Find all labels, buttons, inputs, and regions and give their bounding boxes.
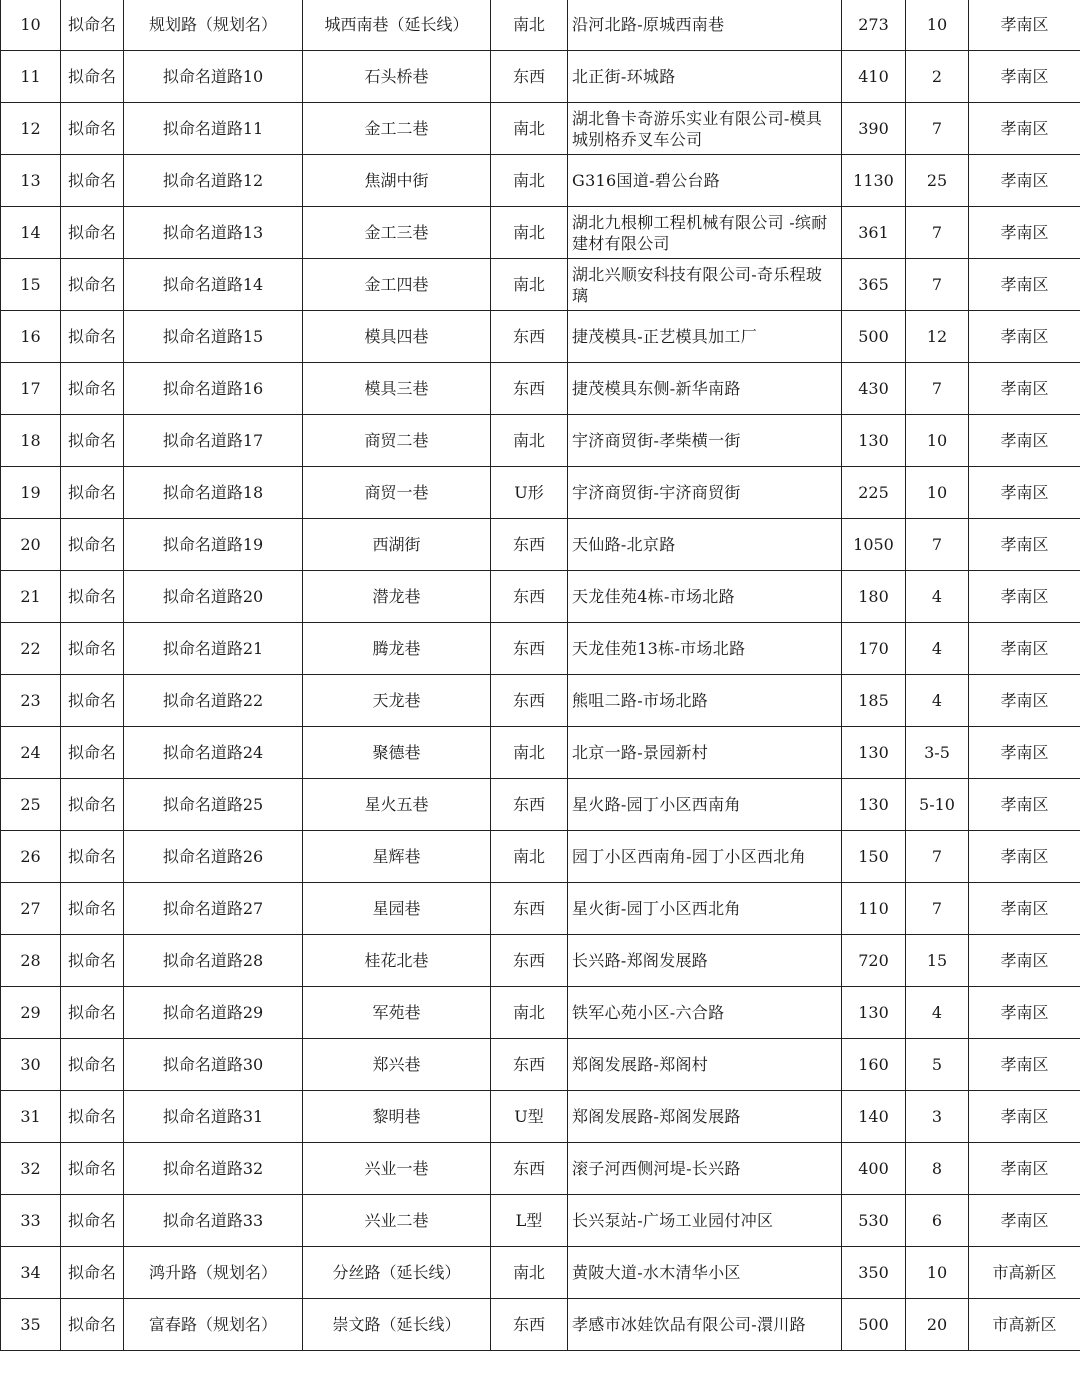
cell-original-name: 拟命名道路32 [124, 1143, 303, 1195]
cell-direction: 东西 [491, 1039, 568, 1091]
cell-length: 400 [842, 1143, 906, 1195]
cell-length: 720 [842, 935, 906, 987]
cell-original-name: 拟命名道路15 [124, 311, 303, 363]
cell-start-end-points: 长兴路-郑阁发展路 [568, 935, 842, 987]
cell-width: 25 [906, 155, 969, 207]
cell-proposed-name: 西湖街 [303, 519, 491, 571]
cell-district: 孝南区 [969, 571, 1080, 623]
table-row [1, 571, 1080, 623]
cell-naming-type: 拟命名 [61, 883, 124, 935]
table-row [1, 883, 1080, 935]
cell-start-end-points: 熊咀二路-市场北路 [568, 675, 842, 727]
cell-length: 500 [842, 311, 906, 363]
cell-width: 7 [906, 363, 969, 415]
cell-proposed-name: 商贸二巷 [303, 415, 491, 467]
cell-width: 4 [906, 571, 969, 623]
cell-original-name: 拟命名道路24 [124, 727, 303, 779]
cell-length: 130 [842, 779, 906, 831]
cell-district: 孝南区 [969, 415, 1080, 467]
cell-row-number: 35 [1, 1299, 61, 1351]
cell-width: 7 [906, 259, 969, 311]
cell-start-end-points: 北正街-环城路 [568, 51, 842, 103]
cell-naming-type: 拟命名 [61, 1039, 124, 1091]
cell-direction: 东西 [491, 779, 568, 831]
cell-length: 1050 [842, 519, 906, 571]
cell-naming-type: 拟命名 [61, 1299, 124, 1351]
cell-width: 10 [906, 1247, 969, 1299]
cell-row-number: 16 [1, 311, 61, 363]
cell-direction: 东西 [491, 623, 568, 675]
cell-length: 365 [842, 259, 906, 311]
cell-start-end-points: 郑阁发展路-郑阁村 [568, 1039, 842, 1091]
cell-district: 孝南区 [969, 883, 1080, 935]
cell-original-name: 拟命名道路20 [124, 571, 303, 623]
cell-naming-type: 拟命名 [61, 935, 124, 987]
cell-district: 孝南区 [969, 259, 1080, 311]
cell-start-end-points: 湖北兴顺安科技有限公司-奇乐程玻璃 [568, 259, 842, 311]
table-row [1, 259, 1080, 311]
cell-naming-type: 拟命名 [61, 1143, 124, 1195]
cell-row-number: 11 [1, 51, 61, 103]
cell-start-end-points: 星火街-园丁小区西北角 [568, 883, 842, 935]
cell-length: 130 [842, 987, 906, 1039]
cell-width: 5 [906, 1039, 969, 1091]
cell-row-number: 24 [1, 727, 61, 779]
table-row [1, 675, 1080, 727]
cell-naming-type: 拟命名 [61, 727, 124, 779]
cell-length: 1130 [842, 155, 906, 207]
cell-row-number: 10 [1, 0, 61, 51]
cell-naming-type: 拟命名 [61, 311, 124, 363]
cell-original-name: 拟命名道路12 [124, 155, 303, 207]
cell-row-number: 13 [1, 155, 61, 207]
cell-proposed-name: 模具四巷 [303, 311, 491, 363]
cell-naming-type: 拟命名 [61, 623, 124, 675]
cell-length: 130 [842, 415, 906, 467]
table-row [1, 103, 1080, 155]
table-row [1, 155, 1080, 207]
cell-row-number: 17 [1, 363, 61, 415]
cell-proposed-name: 潜龙巷 [303, 571, 491, 623]
cell-naming-type: 拟命名 [61, 675, 124, 727]
cell-direction: 东西 [491, 1299, 568, 1351]
cell-width: 3-5 [906, 727, 969, 779]
table-row [1, 467, 1080, 519]
cell-start-end-points: 宇济商贸街-宇济商贸街 [568, 467, 842, 519]
cell-direction: 南北 [491, 831, 568, 883]
cell-district: 孝南区 [969, 1091, 1080, 1143]
cell-start-end-points: 捷茂模具-正艺模具加工厂 [568, 311, 842, 363]
cell-naming-type: 拟命名 [61, 519, 124, 571]
cell-width: 10 [906, 467, 969, 519]
cell-original-name: 拟命名道路14 [124, 259, 303, 311]
cell-length: 273 [842, 0, 906, 51]
cell-length: 150 [842, 831, 906, 883]
cell-district: 孝南区 [969, 207, 1080, 259]
cell-district: 孝南区 [969, 155, 1080, 207]
cell-district: 孝南区 [969, 987, 1080, 1039]
cell-row-number: 27 [1, 883, 61, 935]
cell-length: 160 [842, 1039, 906, 1091]
cell-row-number: 21 [1, 571, 61, 623]
cell-width: 4 [906, 987, 969, 1039]
cell-row-number: 32 [1, 1143, 61, 1195]
table-row [1, 1143, 1080, 1195]
cell-district: 孝南区 [969, 727, 1080, 779]
cell-original-name: 富春路（规划名） [124, 1299, 303, 1351]
cell-length: 350 [842, 1247, 906, 1299]
cell-direction: 东西 [491, 935, 568, 987]
cell-start-end-points: 沿河北路-原城西南巷 [568, 0, 842, 51]
cell-original-name: 拟命名道路13 [124, 207, 303, 259]
cell-direction: 南北 [491, 987, 568, 1039]
cell-start-end-points: 宇济商贸街-孝柴横一街 [568, 415, 842, 467]
cell-proposed-name: 郑兴巷 [303, 1039, 491, 1091]
cell-row-number: 19 [1, 467, 61, 519]
cell-start-end-points: 长兴泵站-广场工业园付冲区 [568, 1195, 842, 1247]
cell-district: 孝南区 [969, 103, 1080, 155]
cell-row-number: 31 [1, 1091, 61, 1143]
cell-direction: 东西 [491, 363, 568, 415]
cell-naming-type: 拟命名 [61, 1247, 124, 1299]
cell-width: 15 [906, 935, 969, 987]
cell-direction: 南北 [491, 259, 568, 311]
cell-start-end-points: 孝感市冰娃饮品有限公司-澴川路 [568, 1299, 842, 1351]
cell-proposed-name: 金工四巷 [303, 259, 491, 311]
cell-district: 孝南区 [969, 519, 1080, 571]
cell-direction: U形 [491, 467, 568, 519]
cell-proposed-name: 模具三巷 [303, 363, 491, 415]
cell-original-name: 拟命名道路11 [124, 103, 303, 155]
cell-length: 430 [842, 363, 906, 415]
cell-row-number: 28 [1, 935, 61, 987]
cell-row-number: 29 [1, 987, 61, 1039]
cell-naming-type: 拟命名 [61, 779, 124, 831]
cell-direction: L型 [491, 1195, 568, 1247]
cell-district: 孝南区 [969, 831, 1080, 883]
cell-proposed-name: 城西南巷（延长线） [303, 0, 491, 51]
cell-original-name: 拟命名道路28 [124, 935, 303, 987]
cell-row-number: 22 [1, 623, 61, 675]
cell-proposed-name: 腾龙巷 [303, 623, 491, 675]
table-body [1, 0, 1080, 1351]
cell-naming-type: 拟命名 [61, 467, 124, 519]
cell-district: 孝南区 [969, 467, 1080, 519]
cell-original-name: 拟命名道路27 [124, 883, 303, 935]
cell-row-number: 25 [1, 779, 61, 831]
cell-district: 孝南区 [969, 935, 1080, 987]
cell-width: 12 [906, 311, 969, 363]
cell-proposed-name: 桂花北巷 [303, 935, 491, 987]
cell-width: 20 [906, 1299, 969, 1351]
cell-direction: 南北 [491, 207, 568, 259]
cell-start-end-points: 星火路-园丁小区西南角 [568, 779, 842, 831]
cell-width: 4 [906, 623, 969, 675]
cell-row-number: 14 [1, 207, 61, 259]
cell-direction: U型 [491, 1091, 568, 1143]
cell-district: 市高新区 [969, 1247, 1080, 1299]
cell-district: 孝南区 [969, 779, 1080, 831]
cell-start-end-points: 天龙佳苑13栋-市场北路 [568, 623, 842, 675]
cell-width: 7 [906, 883, 969, 935]
table-row [1, 1039, 1080, 1091]
cell-start-end-points: 天龙佳苑4栋-市场北路 [568, 571, 842, 623]
table-row [1, 987, 1080, 1039]
cell-original-name: 拟命名道路30 [124, 1039, 303, 1091]
table-row [1, 779, 1080, 831]
cell-direction: 东西 [491, 1143, 568, 1195]
cell-original-name: 拟命名道路19 [124, 519, 303, 571]
table-row [1, 727, 1080, 779]
cell-proposed-name: 星园巷 [303, 883, 491, 935]
cell-proposed-name: 石头桥巷 [303, 51, 491, 103]
cell-width: 10 [906, 415, 969, 467]
cell-naming-type: 拟命名 [61, 831, 124, 883]
cell-proposed-name: 黎明巷 [303, 1091, 491, 1143]
cell-row-number: 12 [1, 103, 61, 155]
cell-original-name: 鸿升路（规划名） [124, 1247, 303, 1299]
cell-naming-type: 拟命名 [61, 103, 124, 155]
table-row [1, 311, 1080, 363]
cell-district: 孝南区 [969, 1143, 1080, 1195]
cell-length: 140 [842, 1091, 906, 1143]
cell-naming-type: 拟命名 [61, 1091, 124, 1143]
cell-original-name: 拟命名道路26 [124, 831, 303, 883]
table-row [1, 1247, 1080, 1299]
cell-width: 6 [906, 1195, 969, 1247]
cell-district: 孝南区 [969, 311, 1080, 363]
cell-district: 孝南区 [969, 675, 1080, 727]
cell-row-number: 18 [1, 415, 61, 467]
cell-district: 孝南区 [969, 363, 1080, 415]
cell-direction: 南北 [491, 727, 568, 779]
cell-length: 185 [842, 675, 906, 727]
cell-start-end-points: 天仙路-北京路 [568, 519, 842, 571]
cell-direction: 东西 [491, 883, 568, 935]
cell-start-end-points: 铁军心苑小区-六合路 [568, 987, 842, 1039]
cell-length: 130 [842, 727, 906, 779]
cell-district: 孝南区 [969, 623, 1080, 675]
cell-original-name: 拟命名道路25 [124, 779, 303, 831]
cell-width: 2 [906, 51, 969, 103]
cell-proposed-name: 商贸一巷 [303, 467, 491, 519]
cell-length: 361 [842, 207, 906, 259]
cell-district: 孝南区 [969, 1039, 1080, 1091]
cell-original-name: 拟命名道路33 [124, 1195, 303, 1247]
cell-row-number: 33 [1, 1195, 61, 1247]
cell-naming-type: 拟命名 [61, 0, 124, 51]
table-row [1, 1091, 1080, 1143]
cell-row-number: 26 [1, 831, 61, 883]
cell-length: 390 [842, 103, 906, 155]
cell-naming-type: 拟命名 [61, 1195, 124, 1247]
cell-start-end-points: 捷茂模具东侧-新华南路 [568, 363, 842, 415]
cell-width: 7 [906, 207, 969, 259]
cell-proposed-name: 金工三巷 [303, 207, 491, 259]
cell-proposed-name: 聚德巷 [303, 727, 491, 779]
cell-direction: 东西 [491, 675, 568, 727]
cell-width: 10 [906, 0, 969, 51]
cell-width: 7 [906, 103, 969, 155]
cell-district: 市高新区 [969, 1299, 1080, 1351]
cell-direction: 南北 [491, 103, 568, 155]
cell-original-name: 拟命名道路29 [124, 987, 303, 1039]
table-row [1, 415, 1080, 467]
cell-length: 110 [842, 883, 906, 935]
cell-row-number: 30 [1, 1039, 61, 1091]
cell-row-number: 23 [1, 675, 61, 727]
cell-proposed-name: 崇文路（延长线） [303, 1299, 491, 1351]
cell-proposed-name: 兴业二巷 [303, 1195, 491, 1247]
cell-naming-type: 拟命名 [61, 259, 124, 311]
table-row [1, 1299, 1080, 1351]
cell-proposed-name: 星辉巷 [303, 831, 491, 883]
cell-start-end-points: 湖北鲁卡奇游乐实业有限公司-模具城别格乔叉车公司 [568, 103, 842, 155]
cell-original-name: 拟命名道路16 [124, 363, 303, 415]
cell-start-end-points: 北京一路-景园新村 [568, 727, 842, 779]
cell-proposed-name: 焦湖中街 [303, 155, 491, 207]
table-row [1, 51, 1080, 103]
table-row [1, 363, 1080, 415]
cell-proposed-name: 兴业一巷 [303, 1143, 491, 1195]
cell-start-end-points: 园丁小区西南角-园丁小区西北角 [568, 831, 842, 883]
cell-start-end-points: G316国道-碧公台路 [568, 155, 842, 207]
cell-naming-type: 拟命名 [61, 51, 124, 103]
cell-row-number: 15 [1, 259, 61, 311]
cell-row-number: 34 [1, 1247, 61, 1299]
cell-width: 8 [906, 1143, 969, 1195]
cell-length: 180 [842, 571, 906, 623]
cell-original-name: 拟命名道路18 [124, 467, 303, 519]
cell-original-name: 拟命名道路31 [124, 1091, 303, 1143]
cell-district: 孝南区 [969, 1195, 1080, 1247]
cell-start-end-points: 郑阁发展路-郑阁发展路 [568, 1091, 842, 1143]
cell-direction: 东西 [491, 311, 568, 363]
cell-naming-type: 拟命名 [61, 363, 124, 415]
cell-original-name: 规划路（规划名） [124, 0, 303, 51]
cell-width: 4 [906, 675, 969, 727]
cell-proposed-name: 天龙巷 [303, 675, 491, 727]
table-row [1, 0, 1080, 51]
cell-original-name: 拟命名道路22 [124, 675, 303, 727]
cell-length: 170 [842, 623, 906, 675]
cell-naming-type: 拟命名 [61, 415, 124, 467]
cell-start-end-points: 湖北九根柳工程机械有限公司 -缤耐建材有限公司 [568, 207, 842, 259]
table-row [1, 935, 1080, 987]
cell-length: 410 [842, 51, 906, 103]
cell-naming-type: 拟命名 [61, 571, 124, 623]
cell-direction: 南北 [491, 155, 568, 207]
cell-row-number: 20 [1, 519, 61, 571]
cell-district: 孝南区 [969, 51, 1080, 103]
cell-width: 7 [906, 519, 969, 571]
cell-original-name: 拟命名道路21 [124, 623, 303, 675]
cell-length: 225 [842, 467, 906, 519]
cell-direction: 南北 [491, 0, 568, 51]
cell-length: 530 [842, 1195, 906, 1247]
cell-start-end-points: 黄陂大道-水木清华小区 [568, 1247, 842, 1299]
cell-naming-type: 拟命名 [61, 987, 124, 1039]
cell-width: 7 [906, 831, 969, 883]
table-row [1, 519, 1080, 571]
cell-direction: 东西 [491, 571, 568, 623]
cell-proposed-name: 军苑巷 [303, 987, 491, 1039]
cell-proposed-name: 星火五巷 [303, 779, 491, 831]
cell-original-name: 拟命名道路17 [124, 415, 303, 467]
cell-naming-type: 拟命名 [61, 207, 124, 259]
cell-width: 5-10 [906, 779, 969, 831]
cell-direction: 东西 [491, 51, 568, 103]
table-row [1, 207, 1080, 259]
cell-proposed-name: 金工二巷 [303, 103, 491, 155]
cell-proposed-name: 分丝路（延长线） [303, 1247, 491, 1299]
table-row [1, 831, 1080, 883]
table-row [1, 623, 1080, 675]
cell-direction: 东西 [491, 519, 568, 571]
cell-width: 3 [906, 1091, 969, 1143]
cell-direction: 南北 [491, 415, 568, 467]
cell-original-name: 拟命名道路10 [124, 51, 303, 103]
cell-start-end-points: 滚子河西侧河堤-长兴路 [568, 1143, 842, 1195]
cell-direction: 南北 [491, 1247, 568, 1299]
cell-district: 孝南区 [969, 0, 1080, 51]
cell-length: 500 [842, 1299, 906, 1351]
table-row [1, 1195, 1080, 1247]
cell-naming-type: 拟命名 [61, 155, 124, 207]
